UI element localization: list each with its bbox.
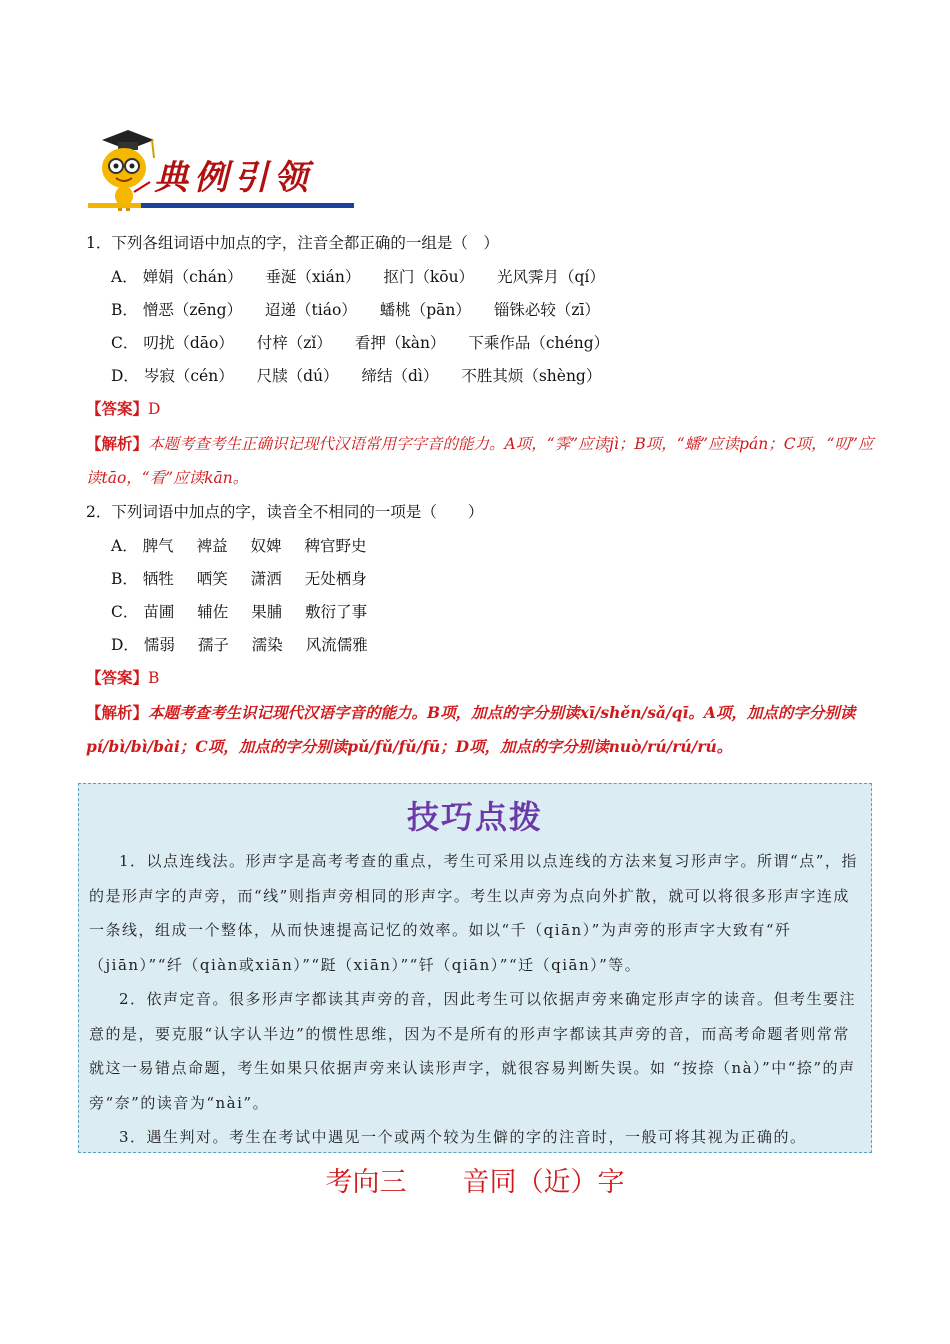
question-1-option-b (111, 297, 876, 323)
tip-paragraph-3: 3．遇生判对。考生在考试中遇见一个或两个较为生僻的字的注音时，一般可将其视为正确的。 (119, 1128, 807, 1146)
option-label: B． (111, 570, 138, 588)
option-word: 看押（kàn） (354, 334, 446, 352)
banner-underline (88, 203, 354, 208)
analysis-text: 本题考查考生识记现代汉语字音的能力。B项，加点的字分别读xī/shěn/sǎ/qī。A项，加点的字分别读pí/bì/bì/bài；C项，加点的字分别读pǔ/fǔ/fǔ/fū；D项，加点的字分别读nuò/rú/rú/rú。 (86, 703, 856, 756)
option-label: A． (111, 268, 138, 286)
question-2-option-a (111, 533, 876, 559)
analysis-text: 本题考查考生正确识记现代汉语常用字字音的能力。A项，“霁”应读jì；B项，“蟠”应读pán；C项，“叨”应读tāo，“看”应读kān。 (86, 435, 874, 487)
option-word: 抠门（kōu） (383, 268, 475, 286)
option-word: 潇洒 (250, 570, 282, 588)
section-number: 考向三 (325, 1167, 407, 1198)
option-word: 憎恶（zēng） (142, 301, 243, 319)
option-word: 迢递（tiáo） (265, 301, 357, 319)
option-word: 孺子 (197, 636, 229, 654)
tip-paragraph-1: 1．以点连线法。形声字是高考考查的重点，考生可采用以点连线的方法来复习形声字。所谓“点”，指的是形声字的声旁，而“线”则指声旁相同的形声字。考生以声旁为点向外扩散，就可以将很多形声字连成一条线，组成一个整体，从而快速提高记忆的效率。如以“千（qiān）”为声旁的形声字大致有“歼（jiān）”“纤（qiàn或xiān）”“跹（xiān）”“钎（qiān）”“迁（qiān）”等。 (89, 852, 858, 974)
graduate-mascot-icon (88, 128, 160, 212)
section-heading (0, 1160, 950, 1199)
analysis-tag: 【解析】 (86, 434, 149, 453)
option-word: 风流儒雅 (305, 636, 368, 654)
option-word: 垂涎（xián） (265, 268, 361, 286)
question-2-answer (86, 665, 876, 691)
option-word: 牺牲 (142, 570, 174, 588)
option-word: 不胜其烦（shèng） (461, 367, 602, 385)
option-word: 懦弱 (143, 636, 175, 654)
tips-body (79, 838, 871, 1155)
option-word: 蟠桃（pān） (379, 301, 471, 319)
option-word: 果脯 (251, 603, 283, 621)
tips-title: 技巧点拨 (406, 798, 543, 836)
answer-value: B (148, 669, 160, 687)
option-label: D． (111, 367, 139, 385)
option-label: C． (111, 603, 139, 621)
question-2-option-b (111, 566, 876, 592)
option-word: 脾气 (142, 537, 174, 555)
option-word: 岑寂（cén） (143, 367, 234, 385)
option-label: B． (111, 301, 138, 319)
option-word: 敷衍了事 (305, 603, 368, 621)
option-word: 付梓（zǐ） (256, 334, 332, 352)
question-2-stem: 2．下列词语中加点的字，读音全不相同的一项是（ ） (86, 503, 484, 521)
option-word: 光风霁月（qí） (497, 268, 605, 286)
answer-value: D (148, 400, 161, 418)
option-word: 缔结（dì） (361, 367, 439, 385)
answer-tag: 【答案】 (86, 668, 149, 687)
option-word: 奴婢 (250, 537, 282, 555)
answer-tag: 【答案】 (86, 399, 149, 418)
section-banner (88, 128, 356, 212)
question-1-stem: 1．下列各组词语中加点的字，注音全都正确的一组是（ ） (86, 234, 499, 252)
section-topic: 音同（近）字 (462, 1167, 625, 1198)
question-1-option-d (111, 363, 876, 389)
option-label: C． (111, 334, 139, 352)
option-label: A． (111, 537, 138, 555)
option-word: 哂笑 (196, 570, 228, 588)
question-2-option-c (111, 599, 876, 625)
option-word: 苗圃 (143, 603, 175, 621)
option-word: 下乘作品（chéng） (468, 334, 610, 352)
banner-title: 典例引领 (154, 158, 314, 198)
question-2-analysis (86, 696, 876, 764)
option-word: 无处栖身 (304, 570, 367, 588)
option-word: 濡染 (251, 636, 283, 654)
option-word: 裨益 (196, 537, 228, 555)
option-word: 叨扰（dāo） (143, 334, 234, 352)
option-label: D． (111, 636, 139, 654)
tips-box (78, 783, 872, 1153)
option-word: 稗官野史 (304, 537, 367, 555)
option-word: 婵娟（chán） (142, 268, 243, 286)
question-2-option-d (111, 632, 876, 658)
question-1-option-c (111, 330, 876, 356)
option-word: 锱铢必较（zī） (493, 301, 600, 319)
option-word: 尺牍（dú） (256, 367, 339, 385)
tip-paragraph-2: 2．依声定音。很多形声字都读其声旁的音，因此考生可以依据声旁来确定形声字的读音。但考生要注意的是，要克服“认字认半边”的惯性思维，因为不是所有的形声字都读其声旁的音，而高考命题者则常常就这一易错点命题，考生如果只依据声旁来认读形声字，就很容易判断失误。如 “按捺（nà）”中“捺”的声旁“奈”的读音为“nài”。 (89, 990, 857, 1112)
question-1-analysis (86, 427, 876, 495)
option-word: 辅佐 (197, 603, 229, 621)
analysis-tag: 【解析】 (86, 703, 149, 722)
question-1-option-a (111, 264, 876, 290)
question-1-answer (86, 396, 876, 422)
questions-area (86, 230, 876, 768)
